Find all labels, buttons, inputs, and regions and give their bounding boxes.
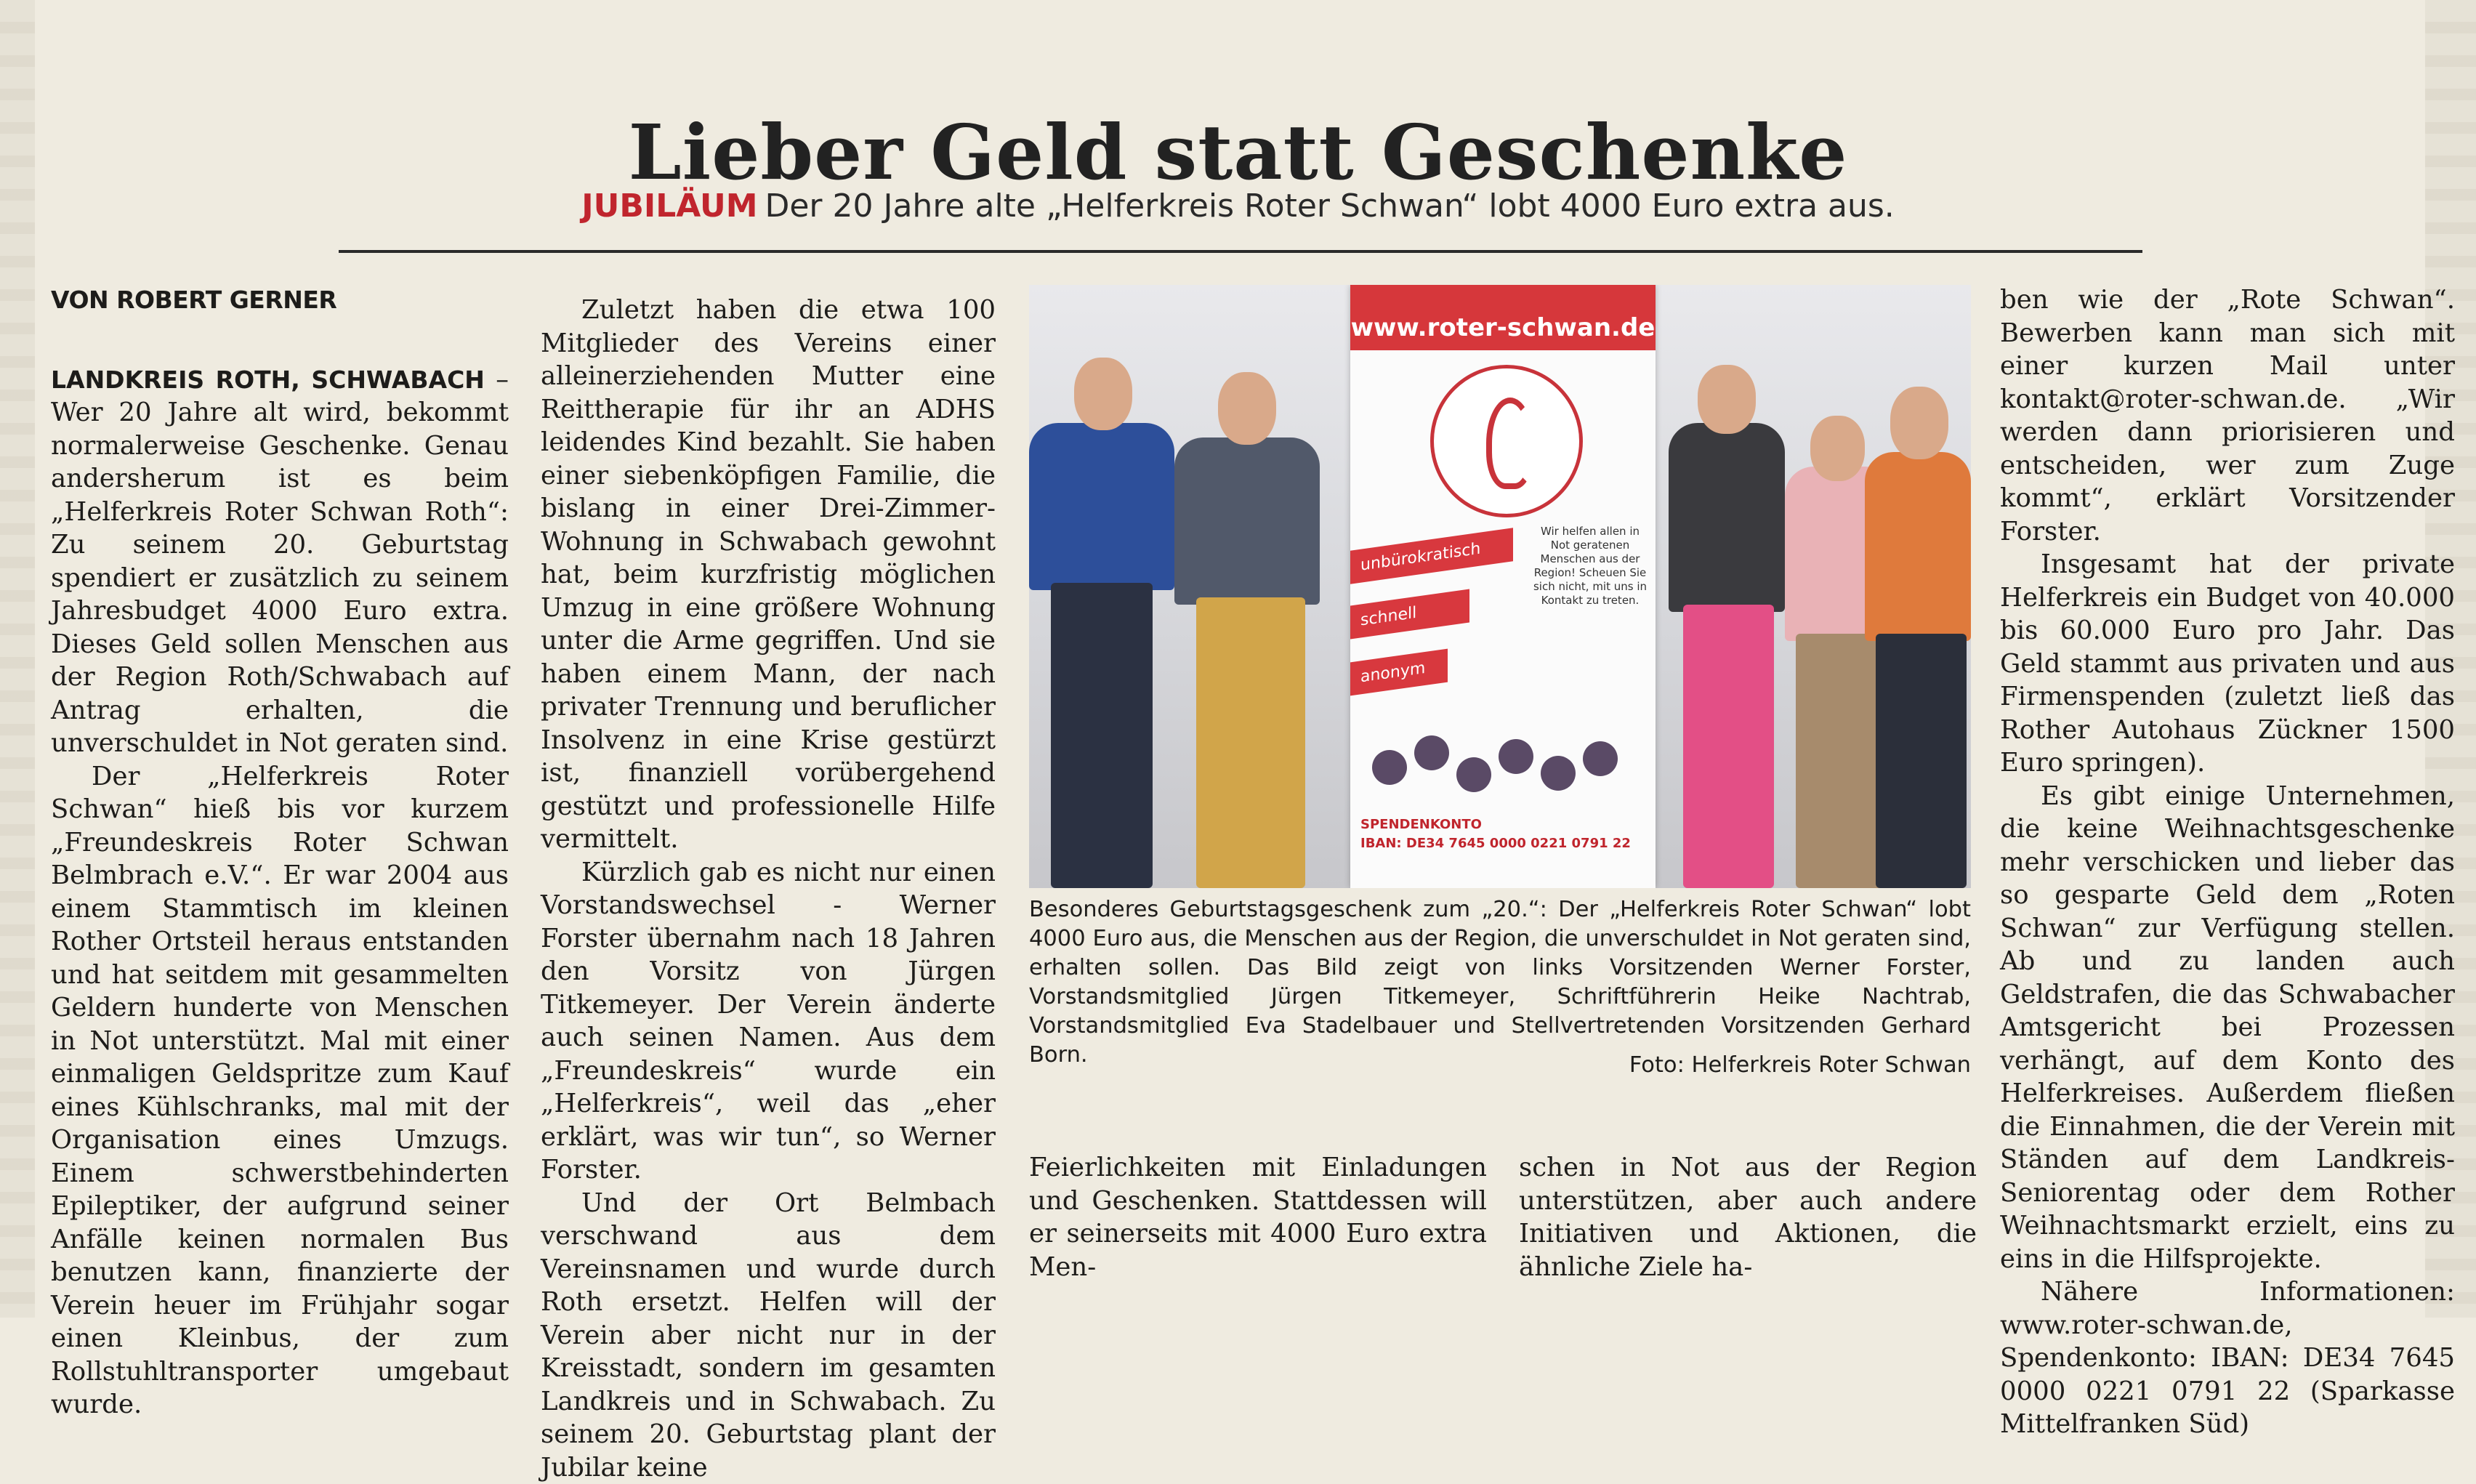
photo-credit: Foto: Helferkreis Roter Schwan bbox=[1029, 1052, 1971, 1078]
subline-kicker: JUBILÄUM bbox=[581, 187, 757, 225]
subline bbox=[0, 187, 2476, 225]
paragraph: ben wie der „Rote Schwan“. Bewerben kann man sich mit einer kurzen Mail unter kontakt@roter-schwan.de. „Wir werden dann priorisieren und entscheiden, wer zum Zuge kommt“, erklärt Vorsitzender Forster. bbox=[2000, 283, 2455, 548]
paragraph: Feierlichkeiten mit Einladungen und Geschenken. Stattdessen will er seinerseits mit 4000 Euro extra Men- bbox=[1029, 1151, 1487, 1283]
headline: Lieber Geld statt Geschenke bbox=[0, 108, 2476, 197]
banner-help-text: Wir helfen allen in Not geratenen Menschen aus der Region! Scheuen Sie sich nicht, mit uns in Kontakt zu treten. bbox=[1532, 525, 1648, 608]
paragraph: Und der Ort Belmbach verschwand aus dem Vereinsnamen und wurde durch Roth ersetzt. Helfen will der Verein aber nicht nur in der Kreisstadt, sondern im gesamten Landkreis und in Schwabach. Zu seinem 20. Geburtstag plant der Jubilar keine bbox=[541, 1187, 996, 1484]
photo-caption bbox=[1029, 895, 1971, 1070]
paragraph: Es gibt einige Unternehmen, die keine Weihnachtsgeschenke mehr verschicken und lieber das so gesparte Geld dem „Roten Schwan“ zur Verfügung stellen. Ab und zu landen auch Geldstrafen, die das Schwabacher Amtsgericht bei Prozessen verhängt, auf dem Konto des Helferkreises. Außerdem fließen die Einnahmen, die der Verein mit Ständen auf dem Landkreis-Seniorentag oder dem Rother Weihnachtsmarkt erzielt, eins zu eins in die Hilfsprojekte. bbox=[2000, 780, 2455, 1276]
banner-photo-collage bbox=[1372, 735, 1634, 801]
banner-tag: schnell bbox=[1350, 589, 1469, 639]
paragraph: schen in Not aus der Region unterstützen, aber auch andere Initiativen und Aktionen, die ähnliche Ziele ha- bbox=[1519, 1151, 1977, 1283]
swan-logo bbox=[1430, 365, 1583, 517]
roll-up-banner bbox=[1350, 285, 1656, 888]
collage-dot bbox=[1372, 750, 1407, 785]
paragraph: Nähere Informationen: www.roter-schwan.de, Spendenkonto: IBAN: DE34 7645 0000 0221 0791 22 (Sparkasse Mittelfranken Süd) bbox=[2000, 1275, 2455, 1441]
banner-donation bbox=[1360, 815, 1644, 853]
paragraph: Insgesamt hat der private Helferkreis ein Budget von 40.000 bis 60.000 Euro pro Jahr. Das Geld stammt aus privaten und aus Firmenspenden (zuletzt ließ das Rother Autohaus Zückner 1500 Euro springen). bbox=[2000, 548, 2455, 780]
collage-dot bbox=[1499, 739, 1533, 774]
lead-paragraph bbox=[51, 363, 509, 760]
collage-dot bbox=[1583, 741, 1618, 776]
donation-iban: IBAN: DE34 7645 0000 0221 0791 22 bbox=[1360, 834, 1644, 853]
banner-url: www.roter-schwan.de bbox=[1350, 285, 1656, 350]
paragraph: Zuletzt haben die etwa 100 Mitglieder des Vereins einer alleinerziehenden Mutter eine Reittherapie für ihr an ADHS leidendes Kind bezahlt. Sie haben einer siebenköpfigen Familie, die bislang in einer Drei-Zimmer-Wohnung in Schwabach gewohnt hat, beim kurzfristig möglichen Umzug in eine größere Wohnung unter die Arme gegriffen. Und sie haben einem Mann, der nach privater Trennung und beruflicher Insolvenz in eine Krise gestürzt ist, finanziell vorübergehend gestützt und professionelle Hilfe vermittelt. bbox=[541, 294, 996, 856]
banner-tag: unbürokratisch bbox=[1350, 528, 1513, 584]
paragraph: Der „Helferkreis Roter Schwan“ hieß bis vor kurzem „Freundeskreis Roter Schwan Belmbrach e.V.“. Er war 2004 aus einem Stammtisch im kleinen Rother Ortsteil heraus entstanden und hat seitdem mit gesammelten Geldern hunderte von Menschen in Not unterstützt. Mal mit einer einmaligen Geldspritze zum Kauf eines Kühlschranks, mal mit der Organisation eines Umzugs. Einem schwerstbehinderten Epileptiker, der aufgrund seiner Anfälle keinen normalen Bus benutzen kann, finanzierte der Verein heuer im Frühjahr sogar einen Kleinbus, der zum Rollstuhltransporter umgebaut wurde. bbox=[51, 760, 509, 1422]
paragraph: Kürzlich gab es nicht nur einen Vorstandswechsel - Werner Forster übernahm nach 18 Jahren den Vorsitz von Jürgen Titkemeyer. Der Verein änderte auch seinen Namen. Aus dem „Freundeskreis“ wurde ein „Helferkreis“, weil das „eher erklärt, was wir tun“, so Werner Forster. bbox=[541, 856, 996, 1187]
collage-dot bbox=[1541, 756, 1576, 791]
collage-dot bbox=[1456, 757, 1491, 792]
dateline: LANDKREIS ROTH, SCHWABACH bbox=[51, 366, 485, 394]
article-column-continuation-1 bbox=[1029, 1151, 1487, 1283]
article-column-3 bbox=[2000, 283, 2455, 1441]
article-column-1 bbox=[51, 283, 509, 1422]
article-column-continuation-2 bbox=[1519, 1151, 1977, 1283]
headline-rule bbox=[339, 250, 2142, 253]
swan-icon bbox=[1486, 398, 1534, 489]
banner-tag: anonym bbox=[1350, 649, 1448, 696]
collage-dot bbox=[1414, 735, 1449, 770]
byline: VON ROBERT GERNER bbox=[51, 283, 509, 317]
article-column-2 bbox=[541, 294, 996, 1484]
caption-text: Besonderes Geburtstagsgeschenk zum „20.“: Der „Helferkreis Roter Schwan“ lobt 4000 Euro aus, die Menschen aus der Region, die unverschuldet in Not geraten sind, erhalten sollen. Das Bild zeigt von links Vorsitzenden Werner Forster, Vorstandsmitglied Jürgen Titkemeyer, Schriftführerin Heike Nachtrab, Vorstandsmitglied Eva Stadelbauer und Stellvertretenden Vorsitzenden Gerhard Born. bbox=[1029, 895, 1971, 1070]
donation-title: SPENDENKONTO bbox=[1360, 815, 1644, 834]
subline-text: Der 20 Jahre alte „Helferkreis Roter Schwan“ lobt 4000 Euro extra aus. bbox=[765, 187, 1894, 225]
lead-text: – Wer 20 Jahre alt wird, bekommt normalerweise Geschenke. Genau andersherum ist es beim „Helferkreis Roter Schwan Roth“: Zu seinem 20. Geburtstag spendiert er zusätzlich zu seinem Jahresbudget 4000 Euro extra. Dieses Geld sollen Menschen aus der Region Roth/Schwabach auf Antrag erhalten, die unverschuldet in Not geraten sind. bbox=[51, 365, 509, 759]
group-photo bbox=[1029, 285, 1971, 888]
